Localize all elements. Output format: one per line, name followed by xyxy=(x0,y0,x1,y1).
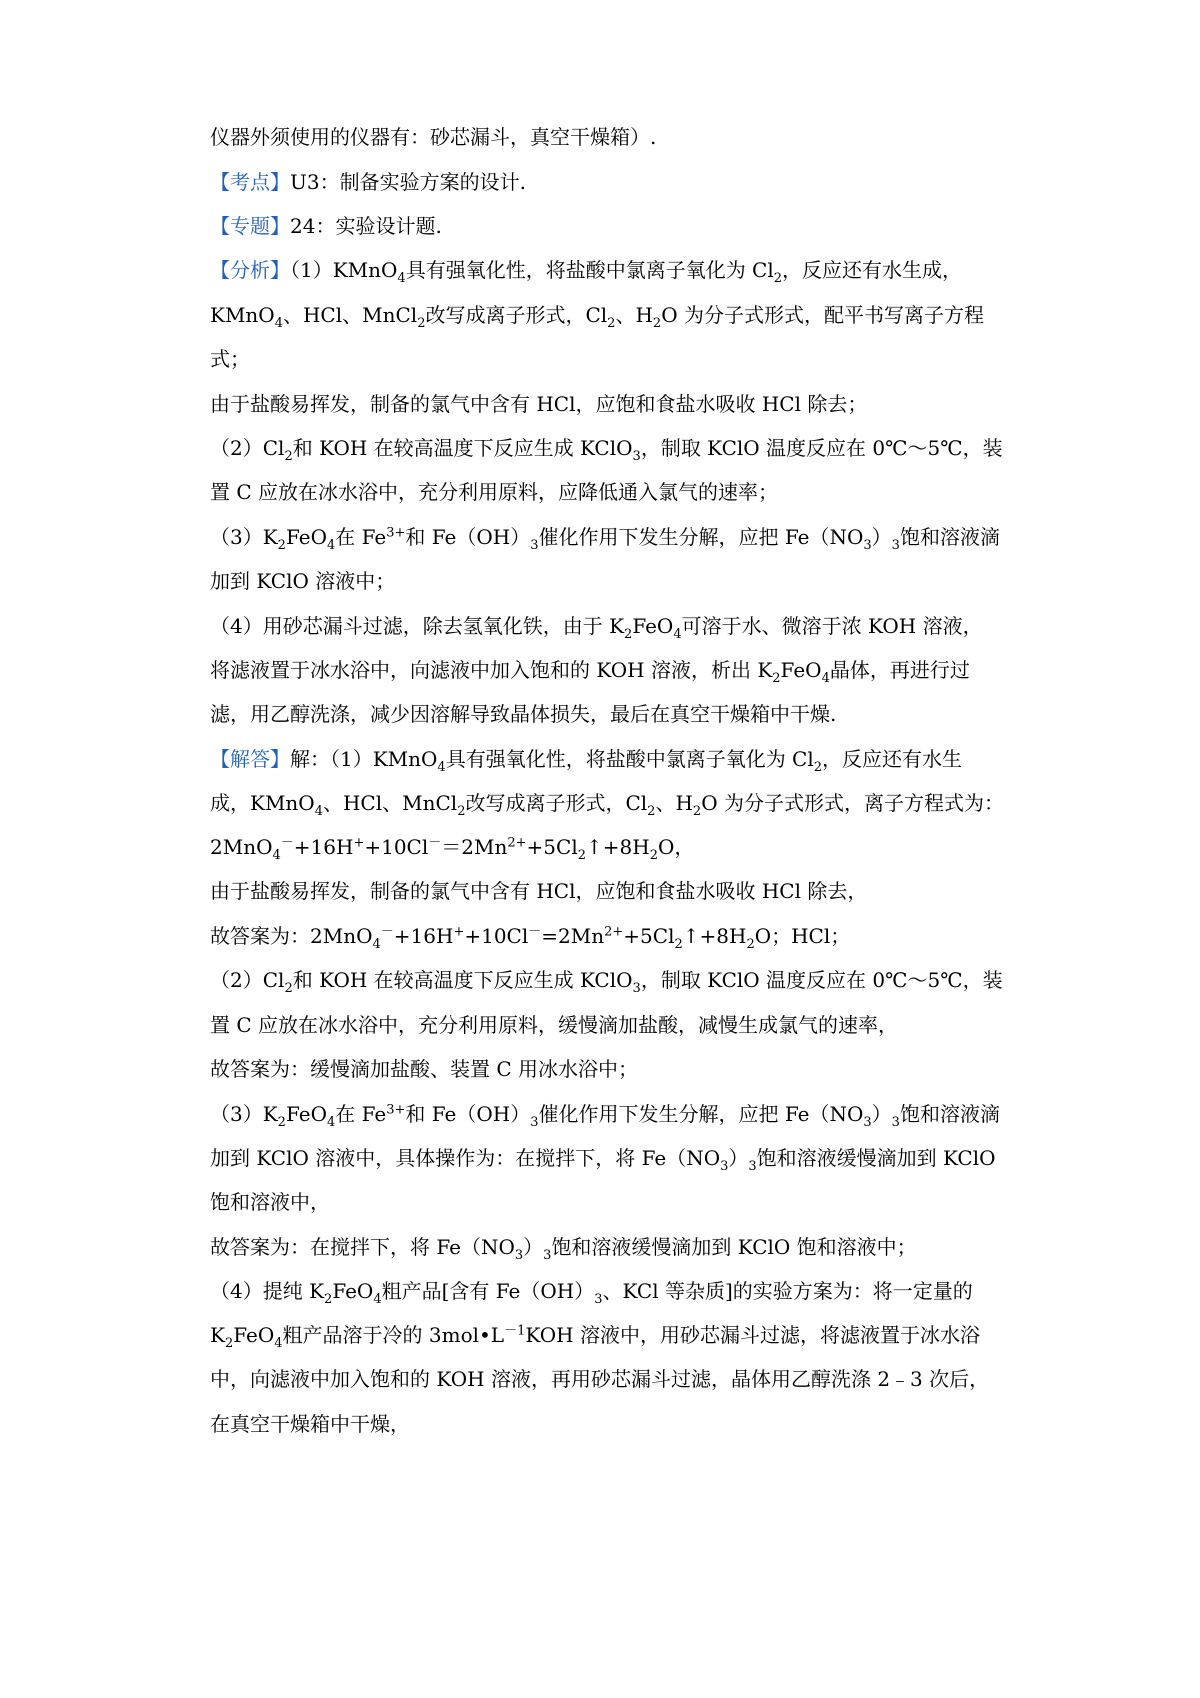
line-text: ＝2Mn xyxy=(441,835,508,859)
superscript: 3+ xyxy=(386,525,406,541)
superscript: － xyxy=(380,924,394,940)
subscript: 3 xyxy=(530,1115,539,1130)
subscript: 2 xyxy=(649,848,658,863)
text-line xyxy=(210,390,1030,418)
line-text: 、HCl、MnCl xyxy=(322,791,458,815)
text-line xyxy=(210,523,1030,551)
text-line xyxy=(210,256,1030,284)
text-line xyxy=(210,833,1030,861)
text-line xyxy=(210,1188,1030,1216)
line-text: 24：实验设计题. xyxy=(290,214,442,238)
text-line xyxy=(210,789,1030,817)
superscript: － xyxy=(428,835,442,851)
line-text: O 为分子式形式，离子方程式为： xyxy=(701,791,1004,815)
line-text: +10Cl xyxy=(464,924,529,948)
line-text: 解：（1）KMnO xyxy=(290,747,438,771)
line-text: FeO xyxy=(233,1323,275,1347)
line-text: 故答案为：在搅拌下，将 Fe（NO xyxy=(210,1235,515,1259)
subscript: 2 xyxy=(674,937,683,952)
text-line xyxy=(210,345,1030,373)
subscript: 2 xyxy=(607,316,616,331)
line-text: 和 KOH 在较高温度下反应生成 KClO xyxy=(292,436,633,460)
text-line xyxy=(210,434,1030,462)
line-text: 饱和溶液中， xyxy=(210,1190,330,1214)
superscript: 2+ xyxy=(507,835,527,851)
line-text: 、HCl、MnCl xyxy=(282,303,418,327)
line-text: ，制取 KClO 温度反应在 0℃～5℃，装 xyxy=(640,436,1003,460)
subscript: 2 xyxy=(652,316,662,331)
superscript: 2+ xyxy=(604,924,624,940)
line-text: 加到 KClO 溶液中，具体操作为：在搅拌下，将 Fe（NO xyxy=(210,1146,721,1170)
subscript: 4 xyxy=(274,1336,283,1351)
line-text: 2MnO xyxy=(210,835,273,859)
line-text: 具有强氧化性，将盐酸中氯离子氧化为 Cl xyxy=(445,747,814,771)
line-text: 故答案为：2MnO xyxy=(210,924,373,948)
text-line xyxy=(210,1321,1030,1349)
line-text: ） xyxy=(523,1235,544,1259)
superscript: + xyxy=(353,835,365,851)
line-text: （2）Cl xyxy=(210,436,285,460)
line-text: 、KCl 等杂质]的实验方案为：将一定量的 xyxy=(602,1279,973,1303)
line-text: 和 KOH 在较高温度下反应生成 KClO xyxy=(292,968,633,992)
subscript: 2 xyxy=(577,848,586,863)
text-line xyxy=(210,168,1030,196)
line-text: 、H xyxy=(655,791,693,815)
subscript: 2 xyxy=(692,804,702,819)
superscript: + xyxy=(453,924,465,940)
subscript: 2 xyxy=(647,804,656,819)
line-text: O， xyxy=(657,835,695,859)
subscript: 3 xyxy=(514,1248,524,1263)
subscript: 2 xyxy=(457,804,466,819)
line-text: FeO xyxy=(285,525,327,549)
text-line xyxy=(210,1410,1030,1438)
line-text: 可溶于水、微溶于浓 KOH 溶液， xyxy=(681,614,983,638)
subscript: 2 xyxy=(284,981,293,996)
text-line xyxy=(210,612,1030,640)
line-text: ↑+8H xyxy=(586,835,650,859)
subscript: 2 xyxy=(746,937,755,952)
line-text: 由于盐酸易挥发，制备的氯气中含有 HCl，应饱和食盐水吸收 HCl 除去； xyxy=(210,392,868,416)
line-text: FeO xyxy=(780,658,822,682)
text-line xyxy=(210,1365,1030,1393)
text-line xyxy=(210,700,1030,728)
line-text: 、H xyxy=(615,303,653,327)
line-text: +16H xyxy=(393,924,454,948)
line-text: O；HCl； xyxy=(754,924,851,948)
line-text: 由于盐酸易挥发，制备的氯气中含有 HCl，应饱和食盐水吸收 HCl 除去， xyxy=(210,879,868,903)
line-text: ，反应还有水生 xyxy=(822,747,963,771)
superscript: － xyxy=(528,924,542,940)
line-text: 饱和溶液滴 xyxy=(899,525,1000,549)
line-text: 仪器外须使用的仪器有：砂芯漏斗，真空干燥箱）. xyxy=(210,125,657,149)
superscript: 3+ xyxy=(386,1102,406,1118)
line-text: 催化作用下发生分解，应把 Fe（NO xyxy=(538,525,864,549)
subscript: 3 xyxy=(720,1159,729,1174)
line-text: ，制取 KClO 温度反应在 0℃～5℃，装 xyxy=(640,968,1003,992)
superscript: －1 xyxy=(504,1323,526,1339)
subscript: 3 xyxy=(594,1292,603,1307)
subscript: 3 xyxy=(863,538,872,553)
text-line xyxy=(210,922,1030,950)
line-text: 饱和溶液滴 xyxy=(899,1102,1000,1126)
subscript: 3 xyxy=(543,1248,552,1263)
subscript: 4 xyxy=(437,760,446,775)
superscript: － xyxy=(280,835,294,851)
line-text: 中，向滤液中加入饱和的 KOH 溶液，再用砂芯漏斗过滤，晶体用乙醇洗涤 2﹣3 次后， xyxy=(210,1367,990,1391)
subscript: 4 xyxy=(821,671,830,686)
subscript: 2 xyxy=(224,1336,234,1351)
line-text: 饱和溶液缓慢滴加到 KClO xyxy=(756,1146,996,1170)
section-tag: 【分析】 xyxy=(210,258,290,282)
subscript: 2 xyxy=(417,316,426,331)
text-line xyxy=(210,1011,1030,1039)
line-text: 加到 KClO 溶液中； xyxy=(210,569,396,593)
line-text: =2Mn xyxy=(541,924,605,948)
subscript: 4 xyxy=(372,937,381,952)
section-tag: 【专题】 xyxy=(210,214,290,238)
line-text: 改写成离子形式，Cl xyxy=(465,791,648,815)
line-text: FeO xyxy=(285,1102,327,1126)
line-text: O 为分子式形式，配平书写离子方程 xyxy=(661,303,984,327)
line-text: +10Cl xyxy=(364,835,429,859)
line-text: 在 Fe xyxy=(335,1102,387,1126)
line-text: 置 C 应放在冰水浴中，充分利用原料，应降低通入氯气的速率； xyxy=(210,480,779,504)
subscript: 4 xyxy=(314,804,323,819)
text-line xyxy=(210,656,1030,684)
line-text: +16H xyxy=(293,835,354,859)
line-text: 成，KMnO xyxy=(210,791,315,815)
subscript: 3 xyxy=(632,449,641,464)
line-text: 将滤液置于冰水浴中，向滤液中加入饱和的 KOH 溶液，析出 K xyxy=(210,658,773,682)
line-text: 和 Fe（OH） xyxy=(405,525,531,549)
line-text: （2）Cl xyxy=(210,968,285,992)
subscript: 2 xyxy=(277,1115,286,1130)
subscript: 4 xyxy=(326,538,336,553)
line-text: KMnO xyxy=(210,303,275,327)
line-text: +5Cl xyxy=(623,924,675,948)
line-text: 具有强氧化性，将盐酸中氯离子氧化为 Cl xyxy=(405,258,774,282)
line-text: +5Cl xyxy=(526,835,578,859)
text-line xyxy=(210,301,1030,329)
line-text: 饱和溶液缓慢滴加到 KClO 饱和溶液中； xyxy=(551,1235,917,1259)
line-text: 置 C 应放在冰水浴中，充分利用原料，缓慢滴加盐酸，减慢生成氯气的速率， xyxy=(210,1013,899,1037)
subscript: 2 xyxy=(772,671,781,686)
line-text: ↑+8H xyxy=(682,924,747,948)
line-text: 式； xyxy=(210,347,250,371)
line-text: K xyxy=(210,1323,225,1347)
line-text: 晶体，再进行过 xyxy=(829,658,970,682)
line-text: FeO xyxy=(632,614,674,638)
subscript: 4 xyxy=(373,1292,382,1307)
subscript: 2 xyxy=(773,271,783,286)
subscript: 4 xyxy=(397,271,406,286)
subscript: 3 xyxy=(863,1115,872,1130)
subscript: 2 xyxy=(624,627,633,642)
line-text: （4）提纯 K xyxy=(210,1279,325,1303)
line-text: 催化作用下发生分解，应把 Fe（NO xyxy=(538,1102,864,1126)
line-text: （1）KMnO xyxy=(290,258,398,282)
text-line xyxy=(210,1277,1030,1305)
text-line xyxy=(210,1144,1030,1172)
line-text: 滤，用乙醇洗涤，减少因溶解导致晶体损失，最后在真空干燥箱中干燥. xyxy=(210,702,837,726)
text-line xyxy=(210,877,1030,905)
line-text: 在 Fe xyxy=(335,525,387,549)
line-text: （3）K xyxy=(210,1102,278,1126)
line-text: KOH 溶液中，用砂芯漏斗过滤，将滤液置于冰水浴 xyxy=(525,1323,980,1347)
line-text: ） xyxy=(871,525,892,549)
line-text: FeO xyxy=(332,1279,374,1303)
text-line xyxy=(210,966,1030,994)
line-text: 改写成离子形式，Cl xyxy=(425,303,608,327)
subscript: 2 xyxy=(277,538,286,553)
subscript: 3 xyxy=(748,1159,757,1174)
subscript: 4 xyxy=(673,627,682,642)
line-text: 粗产品溶于冷的 3mol•L xyxy=(282,1323,505,1347)
subscript: 3 xyxy=(632,981,641,996)
line-text: 粗产品[含有 Fe（OH） xyxy=(381,1279,595,1303)
line-text: 在真空干燥箱中干燥， xyxy=(210,1412,410,1436)
text-line xyxy=(210,1055,1030,1083)
line-text: ，反应还有水生成， xyxy=(782,258,963,282)
line-text: （4）用砂芯漏斗过滤，除去氢氧化铁，由于 K xyxy=(210,614,625,638)
subscript: 3 xyxy=(530,538,539,553)
subscript: 2 xyxy=(813,760,823,775)
text-line xyxy=(210,212,1030,240)
subscript: 3 xyxy=(891,1115,900,1130)
subscript: 2 xyxy=(324,1292,333,1307)
text-line xyxy=(210,123,1030,151)
subscript: 3 xyxy=(891,538,900,553)
line-text: （3）K xyxy=(210,525,278,549)
subscript: 4 xyxy=(274,316,283,331)
section-tag: 【考点】 xyxy=(210,170,290,194)
text-line xyxy=(210,745,1030,773)
section-tag: 【解答】 xyxy=(210,747,290,771)
subscript: 4 xyxy=(326,1115,336,1130)
line-text: 和 Fe（OH） xyxy=(405,1102,531,1126)
line-text: ） xyxy=(871,1102,892,1126)
text-line xyxy=(210,1233,1030,1261)
subscript: 2 xyxy=(284,449,293,464)
line-text: ） xyxy=(728,1146,749,1170)
text-line xyxy=(210,567,1030,595)
text-line xyxy=(210,1100,1030,1128)
line-text: 故答案为：缓慢滴加盐酸、装置 C 用冰水浴中； xyxy=(210,1057,639,1081)
subscript: 4 xyxy=(272,848,281,863)
line-text: U3：制备实验方案的设计. xyxy=(290,170,526,194)
text-line xyxy=(210,478,1030,506)
